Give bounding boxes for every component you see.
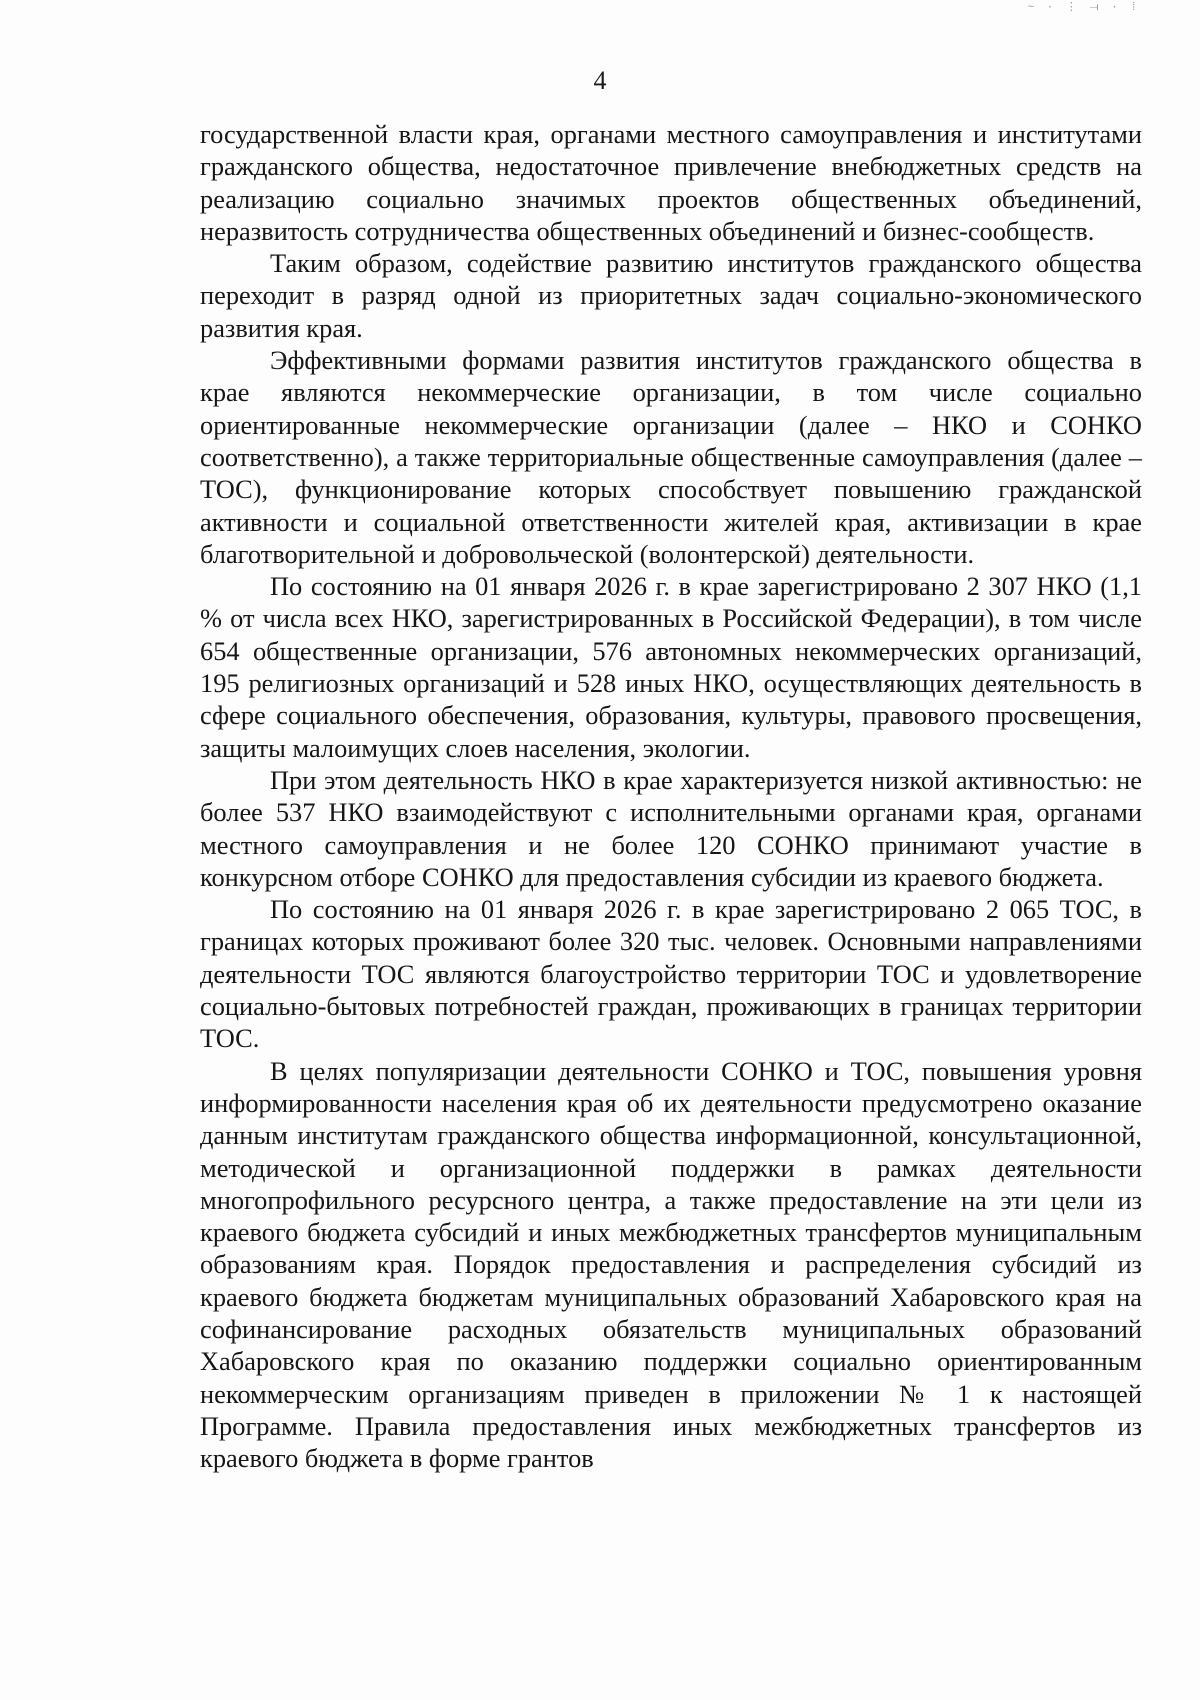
scan-artifact-marks: ~ · ⋮ ⟞ · ⁞ [1027, 2, 1140, 14]
paragraph-2: Таким образом, содействие развитию институтов гражданского общества переходит в разряд одной из приоритетных задач социально-экономического развития края. [200, 248, 1142, 343]
paragraph-3: Эффективными формами развития институтов гражданского общества в крае являются некоммерческие организации, в том числе социально ориентированные некоммерческие организации (далее – НКО и СОНКО соответственно), а также территориальные общественные самоуправления (далее – ТОС), функционирование которых способствует повышению гражданской активности и социальной ответственности жителей края, активизации в крае благотворительной и добровольческой (волонтерской) деятельности. [200, 345, 1142, 569]
page-number: 4 [593, 66, 607, 95]
paragraph-7: В целях популяризации деятельности СОНКО и ТОС, повышения уровня информированности населения края об их деятельности предусмотрено оказание данным институтам гражданского общества информационной, консультационной, методической и организационной поддержки в рамках деятельности многопрофильного ресурсного центра, а также предоставление на эти цели из краевого бюджета субсидий и иных межбюджетных трансфертов муниципальным образованиям края. Порядок предоставления и распределения субсидий из краевого бюджета бюджетам муниципальных образований Хабаровского края на софинансирование расходных обязательств муниципальных образований Хабаровского края по оказанию поддержки социально ориентированным некоммерческим организациям приведен в приложении № 1 к настоящей Программе. Правила предоставления иных межбюджетных трансфертов из краевого бюджета в форме грантов [200, 1055, 1142, 1474]
paragraph-6: По состоянию на 01 января 2026 г. в крае зарегистрировано 2 065 ТОС, в границах которых проживают более 320 тыс. человек. Основными направлениями деятельности ТОС являются благоустройство территории ТОС и удовлетворение социально-бытовых потребностей граждан, проживающих в границах территории ТОС. [200, 894, 1142, 1054]
paragraph-1: государственной власти края, органами местного самоуправления и институтами гражданского общества, недостаточное привлечение внебюджетных средств на реализацию социально значимых проектов общественных объединений, неразвитость сотрудничества общественных объединений и бизнес-сообществ. [200, 119, 1142, 246]
document-body [200, 118, 1142, 1474]
paragraph-5: При этом деятельность НКО в крае характеризуется низкой активностью: не более 537 НКО взаимодействуют с исполнительными органами края, органами местного самоуправления и не более 120 СОНКО принимают участие в конкурсном отборе СОНКО для предоставления субсидии из краевого бюджета. [200, 764, 1142, 892]
paragraph-4: По состоянию на 01 января 2026 г. в крае зарегистрировано 2 307 НКО (1,1 % от числа всех НКО, зарегистрированных в Российской Федерации), в том числе 654 общественные организации, 576 автономных некоммерческих организаций, 195 религиозных организаций и 528 иных НКО, осуществляющих деятельность в сфере социального обеспечения, образования, культуры, правового просвещения, защиты малоимущих слоев населения, экологии. [200, 571, 1142, 763]
